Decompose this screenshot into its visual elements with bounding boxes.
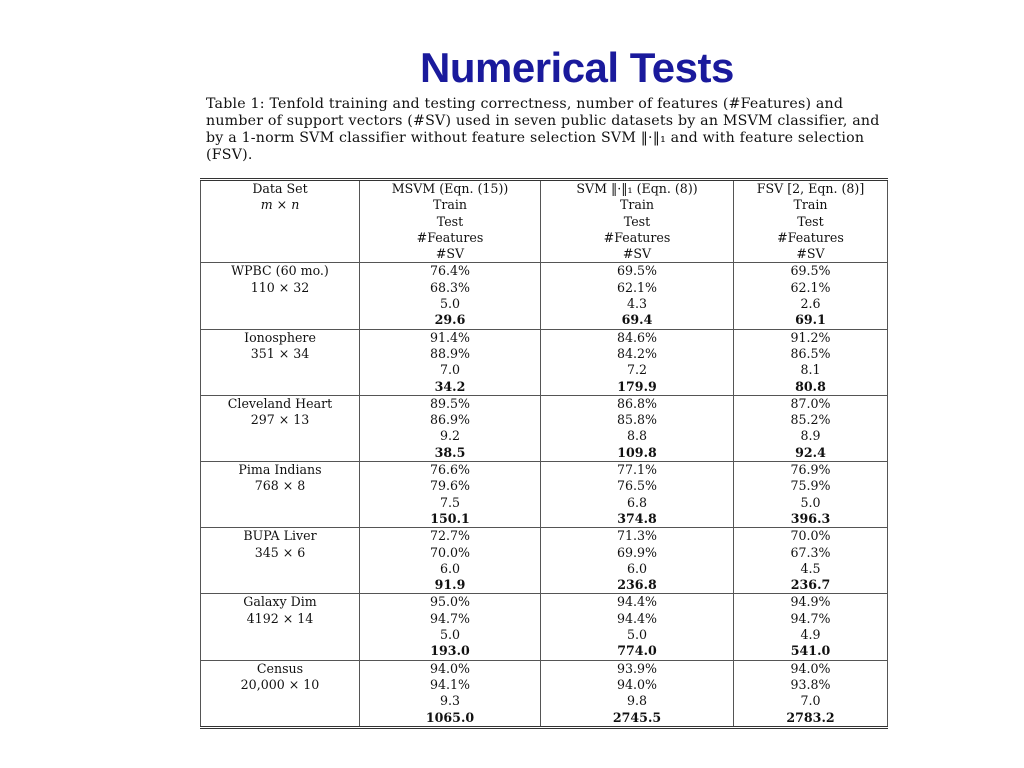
dataset-name: WPBC (60 mo.) [231, 263, 329, 279]
test-value: 86.5% [790, 345, 831, 361]
header-label: Test [623, 213, 651, 229]
fsv-cell [734, 263, 888, 329]
sv-value: 91.9 [434, 577, 466, 593]
svm-cell [541, 263, 734, 329]
test-value: 94.4% [616, 610, 657, 626]
dataset-name: Ionosphere [244, 329, 316, 345]
train-value: 69.5% [616, 263, 657, 279]
sv-value: 193.0 [430, 643, 470, 659]
msvm-cell [360, 594, 541, 660]
train-value: 95.0% [429, 594, 470, 610]
header-label: #SV [796, 246, 825, 262]
header-label: Train [793, 197, 828, 213]
features-value: 5.0 [439, 296, 461, 312]
dataset-name: Census [256, 660, 304, 676]
dataset-cell [201, 528, 360, 594]
msvm-cell [360, 263, 541, 329]
header-label: Train [619, 197, 655, 213]
fsv-cell [734, 395, 888, 461]
dataset-cell [201, 462, 360, 528]
dataset-size: 297 × 13 [250, 412, 310, 428]
msvm-cell [360, 660, 541, 727]
sv-value: 80.8 [795, 378, 826, 394]
slide-title: Numerical Tests [420, 44, 734, 91]
dataset-size: 20,000 × 10 [240, 676, 320, 692]
sv-value: 2745.5 [612, 709, 662, 725]
test-value: 94.0% [616, 676, 657, 692]
msvm-cell [360, 528, 541, 594]
features-value: 7.0 [800, 693, 821, 709]
test-value: 75.9% [790, 478, 831, 494]
test-value: 85.2% [790, 412, 831, 428]
table-row [201, 329, 888, 395]
dataset-size: 768 × 8 [254, 478, 306, 494]
train-value: 70.0% [790, 528, 831, 544]
train-value: 94.0% [790, 660, 831, 676]
features-value: 9.3 [439, 693, 461, 709]
svm-cell [541, 594, 734, 660]
dataset-cell [201, 395, 360, 461]
train-value: 71.3% [616, 528, 657, 544]
sv-value: 2783.2 [786, 709, 835, 725]
dataset-size: 110 × 32 [250, 279, 310, 295]
features-value: 6.8 [626, 494, 648, 510]
table-caption: Table 1: Tenfold training and testing correctness, number of features (#Features) and number of support vectors (#SV) used in seven public datasets by an MSVM classifier, and by a 1-norm SVM classifier without feature selection SVM ‖·‖₁ and with feature selection (FSV). [206, 96, 880, 163]
fsv-cell [734, 594, 888, 660]
header-fsv [734, 180, 888, 263]
train-value: 76.4% [429, 263, 470, 279]
sv-value: 109.8 [617, 444, 657, 460]
features-value: 2.6 [800, 296, 821, 312]
sv-value: 69.4 [621, 312, 653, 328]
sv-value: 774.0 [617, 643, 657, 659]
dataset-cell [201, 263, 360, 329]
train-value: 86.8% [616, 395, 657, 411]
sv-value: 236.8 [617, 577, 657, 593]
dataset-name: BUPA Liver [243, 528, 317, 544]
sv-value: 236.7 [790, 577, 831, 593]
dataset-size: 4192 × 14 [246, 610, 314, 626]
header-svm [541, 180, 734, 263]
features-value: 5.0 [626, 627, 648, 643]
header-label: Train [432, 197, 468, 213]
dataset-size: 345 × 6 [254, 544, 306, 560]
test-value: 79.6% [429, 478, 470, 494]
train-value: 89.5% [429, 395, 470, 411]
test-value: 67.3% [790, 544, 831, 560]
features-value: 4.3 [626, 296, 648, 312]
header-label: Data Set [252, 181, 308, 196]
features-value: 6.0 [439, 560, 461, 576]
features-value: 7.5 [439, 494, 461, 510]
features-value: 7.2 [626, 362, 648, 378]
features-value: 9.8 [626, 693, 648, 709]
dataset-name: Cleveland Heart [227, 395, 333, 411]
test-value: 84.2% [616, 345, 657, 361]
header-label: MSVM (Eqn. (15)) [391, 181, 509, 196]
features-value: 4.9 [800, 627, 821, 643]
results-table [200, 178, 888, 729]
svm-cell [541, 395, 734, 461]
fsv-cell [734, 462, 888, 528]
dataset-name: Pima Indians [238, 462, 322, 478]
test-value: 68.3% [429, 279, 470, 295]
svm-cell [541, 462, 734, 528]
dataset-name: Galaxy Dim [243, 594, 317, 610]
header-label: SVM ‖·‖₁ (Eqn. (8)) [576, 181, 698, 196]
table-row [201, 263, 888, 329]
train-value: 94.9% [790, 594, 831, 610]
features-value: 5.0 [439, 627, 461, 643]
features-value: 4.5 [800, 560, 821, 576]
header-label: FSV [2, Eqn. (8)] [756, 181, 865, 196]
table-row [201, 395, 888, 461]
test-value: 86.9% [429, 412, 470, 428]
train-value: 87.0% [790, 395, 831, 411]
sv-value: 374.8 [617, 510, 657, 526]
features-value: 8.8 [626, 428, 648, 444]
sv-value: 1065.0 [425, 709, 475, 725]
header-label: #SV [622, 246, 652, 262]
header-label: #Features [416, 229, 484, 245]
svm-cell [541, 660, 734, 727]
dataset-cell [201, 594, 360, 660]
sv-value: 38.5 [434, 444, 466, 460]
msvm-cell [360, 462, 541, 528]
features-value: 9.2 [439, 428, 461, 444]
msvm-cell [360, 329, 541, 395]
train-value: 69.5% [790, 263, 831, 279]
features-value: 8.1 [800, 362, 821, 378]
sv-value: 69.1 [795, 312, 826, 328]
header-row [201, 180, 888, 263]
test-value: 62.1% [616, 279, 657, 295]
test-value: 76.5% [616, 478, 657, 494]
sv-value: 92.4 [795, 444, 826, 460]
sv-value: 34.2 [434, 378, 466, 394]
test-value: 94.7% [429, 610, 470, 626]
sv-value: 541.0 [790, 643, 831, 659]
features-value: 8.9 [800, 428, 821, 444]
train-value: 93.9% [616, 660, 657, 676]
test-value: 85.8% [616, 412, 657, 428]
svm-cell [541, 329, 734, 395]
header-msvm [360, 180, 541, 263]
test-value: 62.1% [790, 279, 831, 295]
train-value: 76.6% [429, 462, 470, 478]
train-value: 72.7% [429, 528, 470, 544]
train-value: 77.1% [616, 462, 657, 478]
test-value: 70.0% [429, 544, 470, 560]
test-value: 94.1% [429, 676, 470, 692]
dataset-cell [201, 329, 360, 395]
header-label: #Features [603, 229, 671, 245]
train-value: 91.4% [429, 329, 470, 345]
train-value: 84.6% [616, 329, 657, 345]
train-value: 94.0% [429, 660, 470, 676]
features-value: 5.0 [800, 494, 821, 510]
sv-value: 150.1 [430, 510, 470, 526]
train-value: 76.9% [790, 462, 831, 478]
header-label: m × n [260, 197, 300, 213]
features-value: 6.0 [626, 560, 648, 576]
header-label: #SV [435, 246, 465, 262]
header-label: #Features [777, 229, 844, 245]
msvm-cell [360, 395, 541, 461]
features-value: 7.0 [439, 362, 461, 378]
test-value: 69.9% [616, 544, 657, 560]
test-value: 88.9% [429, 345, 470, 361]
header-label: Test [797, 213, 824, 229]
table-row [201, 528, 888, 594]
table-row [201, 594, 888, 660]
train-value: 91.2% [790, 329, 831, 345]
table-row [201, 660, 888, 727]
dataset-cell [201, 660, 360, 727]
fsv-cell [734, 528, 888, 594]
header-dataset [201, 180, 360, 263]
header-label: Test [436, 213, 464, 229]
sv-value: 396.3 [790, 510, 831, 526]
sv-value: 179.9 [617, 378, 657, 394]
test-value: 94.7% [790, 610, 831, 626]
train-value: 94.4% [616, 594, 657, 610]
table-row [201, 462, 888, 528]
test-value: 93.8% [790, 676, 831, 692]
sv-value: 29.6 [434, 312, 466, 328]
dataset-size: 351 × 34 [250, 345, 310, 361]
fsv-cell [734, 660, 888, 727]
fsv-cell [734, 329, 888, 395]
svm-cell [541, 528, 734, 594]
